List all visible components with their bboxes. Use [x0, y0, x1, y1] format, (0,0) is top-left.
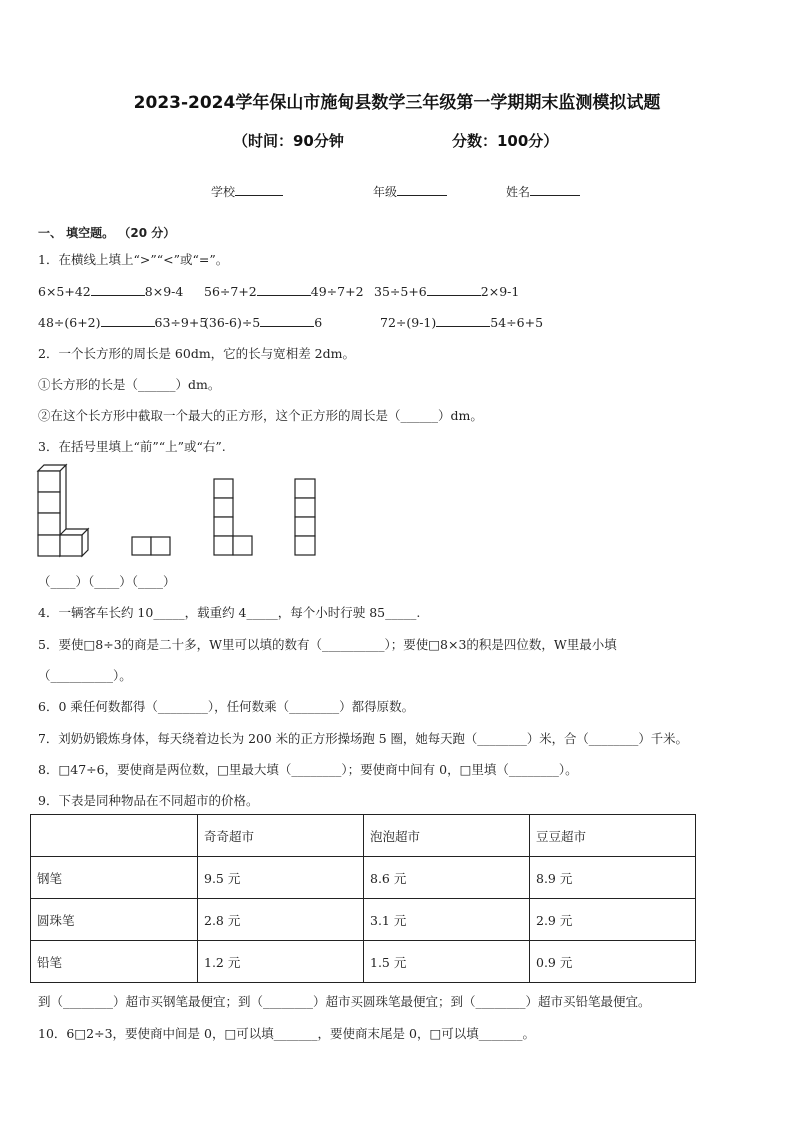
table-cell: 圆珠笔 [31, 899, 198, 941]
cube-figure-side [214, 479, 252, 555]
table-cell: 1.5 元 [364, 941, 530, 983]
page-title: 2023-2024学年保山市施甸县数学三年级第一学期期末监测模拟试题 [133, 93, 661, 113]
table-header-cell [31, 815, 198, 857]
table-row [31, 857, 696, 899]
q1-r2-c3: 72÷(9-1) 54÷6+5 [380, 315, 544, 330]
q4-text: 4．一辆客车长约 10_____，载重约 4_____，每个小时行驶 85_____. [38, 605, 421, 620]
answer-blank[interactable] [427, 282, 481, 296]
table-cell: 8.9 元 [530, 857, 696, 899]
table-cell: 钢笔 [31, 857, 198, 899]
table-cell: 2.9 元 [530, 899, 696, 941]
q1-r1-c2: 56÷7+2 49÷7+2 [204, 284, 364, 299]
answer-blank[interactable] [260, 313, 314, 327]
q2-part-b: ②在这个长方形中截取一个最大的正方形，这个正方形的周长是（______）dm。 [38, 408, 483, 423]
cube-figure-column [295, 479, 315, 555]
name-blank[interactable] [530, 182, 580, 196]
time-info: （时间：90分钟 [233, 132, 344, 150]
q1-r1-c1: 6×5+42 8×9-4 [38, 284, 184, 299]
name-field[interactable] [506, 182, 580, 200]
q8-text: 8．□47÷6，要使商是两位数，□里最大填（________）；要使商中间有 0，□里填（________）。 [38, 762, 578, 777]
q6-text: 6．0 乘任何数都得（________），任何数乘（________）都得原数。 [38, 699, 415, 714]
q10-text: 10．6□2÷3，要使商中间是 0，□可以填_______，要使商末尾是 0，□可以填_______。 [38, 1026, 536, 1041]
table-header-cell: 泡泡超市 [364, 815, 530, 857]
table-row [31, 941, 696, 983]
table-cell: 0.9 元 [530, 941, 696, 983]
q1-r2-c1: 48÷(6+2) 63÷9+5 [38, 315, 208, 330]
table-cell: 1.2 元 [198, 941, 364, 983]
school-blank[interactable] [235, 182, 283, 196]
table-cell: 2.8 元 [198, 899, 364, 941]
q3-prompt: 3．在括号里填上“前”“上”或“右”. [38, 439, 226, 454]
answer-blank[interactable] [91, 282, 145, 296]
answer-blank[interactable] [101, 313, 155, 327]
section-heading: 一、 填空题。 （20 分） [38, 226, 176, 240]
q9-after: 到（________）超市买钢笔最便宜；到（________）超市买圆珠笔最便宜；到（________）超市买铅笔最便宜。 [38, 994, 651, 1009]
table-row [31, 899, 696, 941]
q9-prompt: 9．下表是同种物品在不同超市的价格。 [38, 793, 259, 808]
q1-r1-c3: 35÷5+6 2×9-1 [374, 284, 520, 299]
q3-answers[interactable]: （____）（____）（____） [38, 574, 176, 589]
q7-text: 7．刘奶奶锻炼身体，每天绕着边长为 200 米的正方形操场跑 5 圈，她每天跑（________）米，合（________）千米。 [38, 731, 688, 746]
price-table [30, 814, 696, 983]
table-cell: 3.1 元 [364, 899, 530, 941]
table-header-cell: 奇奇超市 [198, 815, 364, 857]
answer-blank[interactable] [257, 282, 311, 296]
q5-line1: 5．要使□8÷3的商是二十多，W里可以填的数有（__________）；要使□8×3的积是四位数，W里最小填 [38, 637, 617, 652]
table-cell: 8.6 元 [364, 857, 530, 899]
q1-prompt: 1．在横线上填上“>”“<”或“=”。 [38, 252, 229, 267]
school-field[interactable] [211, 182, 283, 200]
name-label: 姓名 [506, 185, 531, 199]
q1-r2-c2: (36-6)÷5 6 [204, 315, 323, 330]
grade-label: 年级 [373, 185, 398, 199]
grade-field[interactable] [373, 182, 447, 200]
table-cell: 9.5 元 [198, 857, 364, 899]
cube-figure-front [132, 537, 170, 555]
cube-figure-3d [38, 465, 88, 556]
q2-prompt: 2．一个长方形的周长是 60dm，它的长与宽相差 2dm。 [38, 346, 355, 361]
table-header-row [31, 815, 696, 857]
answer-blank[interactable] [436, 313, 490, 327]
grade-blank[interactable] [397, 182, 447, 196]
q5-line2: （__________）。 [38, 668, 132, 683]
score-info: 分数：100分） [452, 132, 559, 150]
table-cell: 铅笔 [31, 941, 198, 983]
table-header-cell: 豆豆超市 [530, 815, 696, 857]
q2-part-a: ①长方形的长是（______）dm。 [38, 377, 221, 392]
school-label: 学校 [211, 185, 236, 199]
